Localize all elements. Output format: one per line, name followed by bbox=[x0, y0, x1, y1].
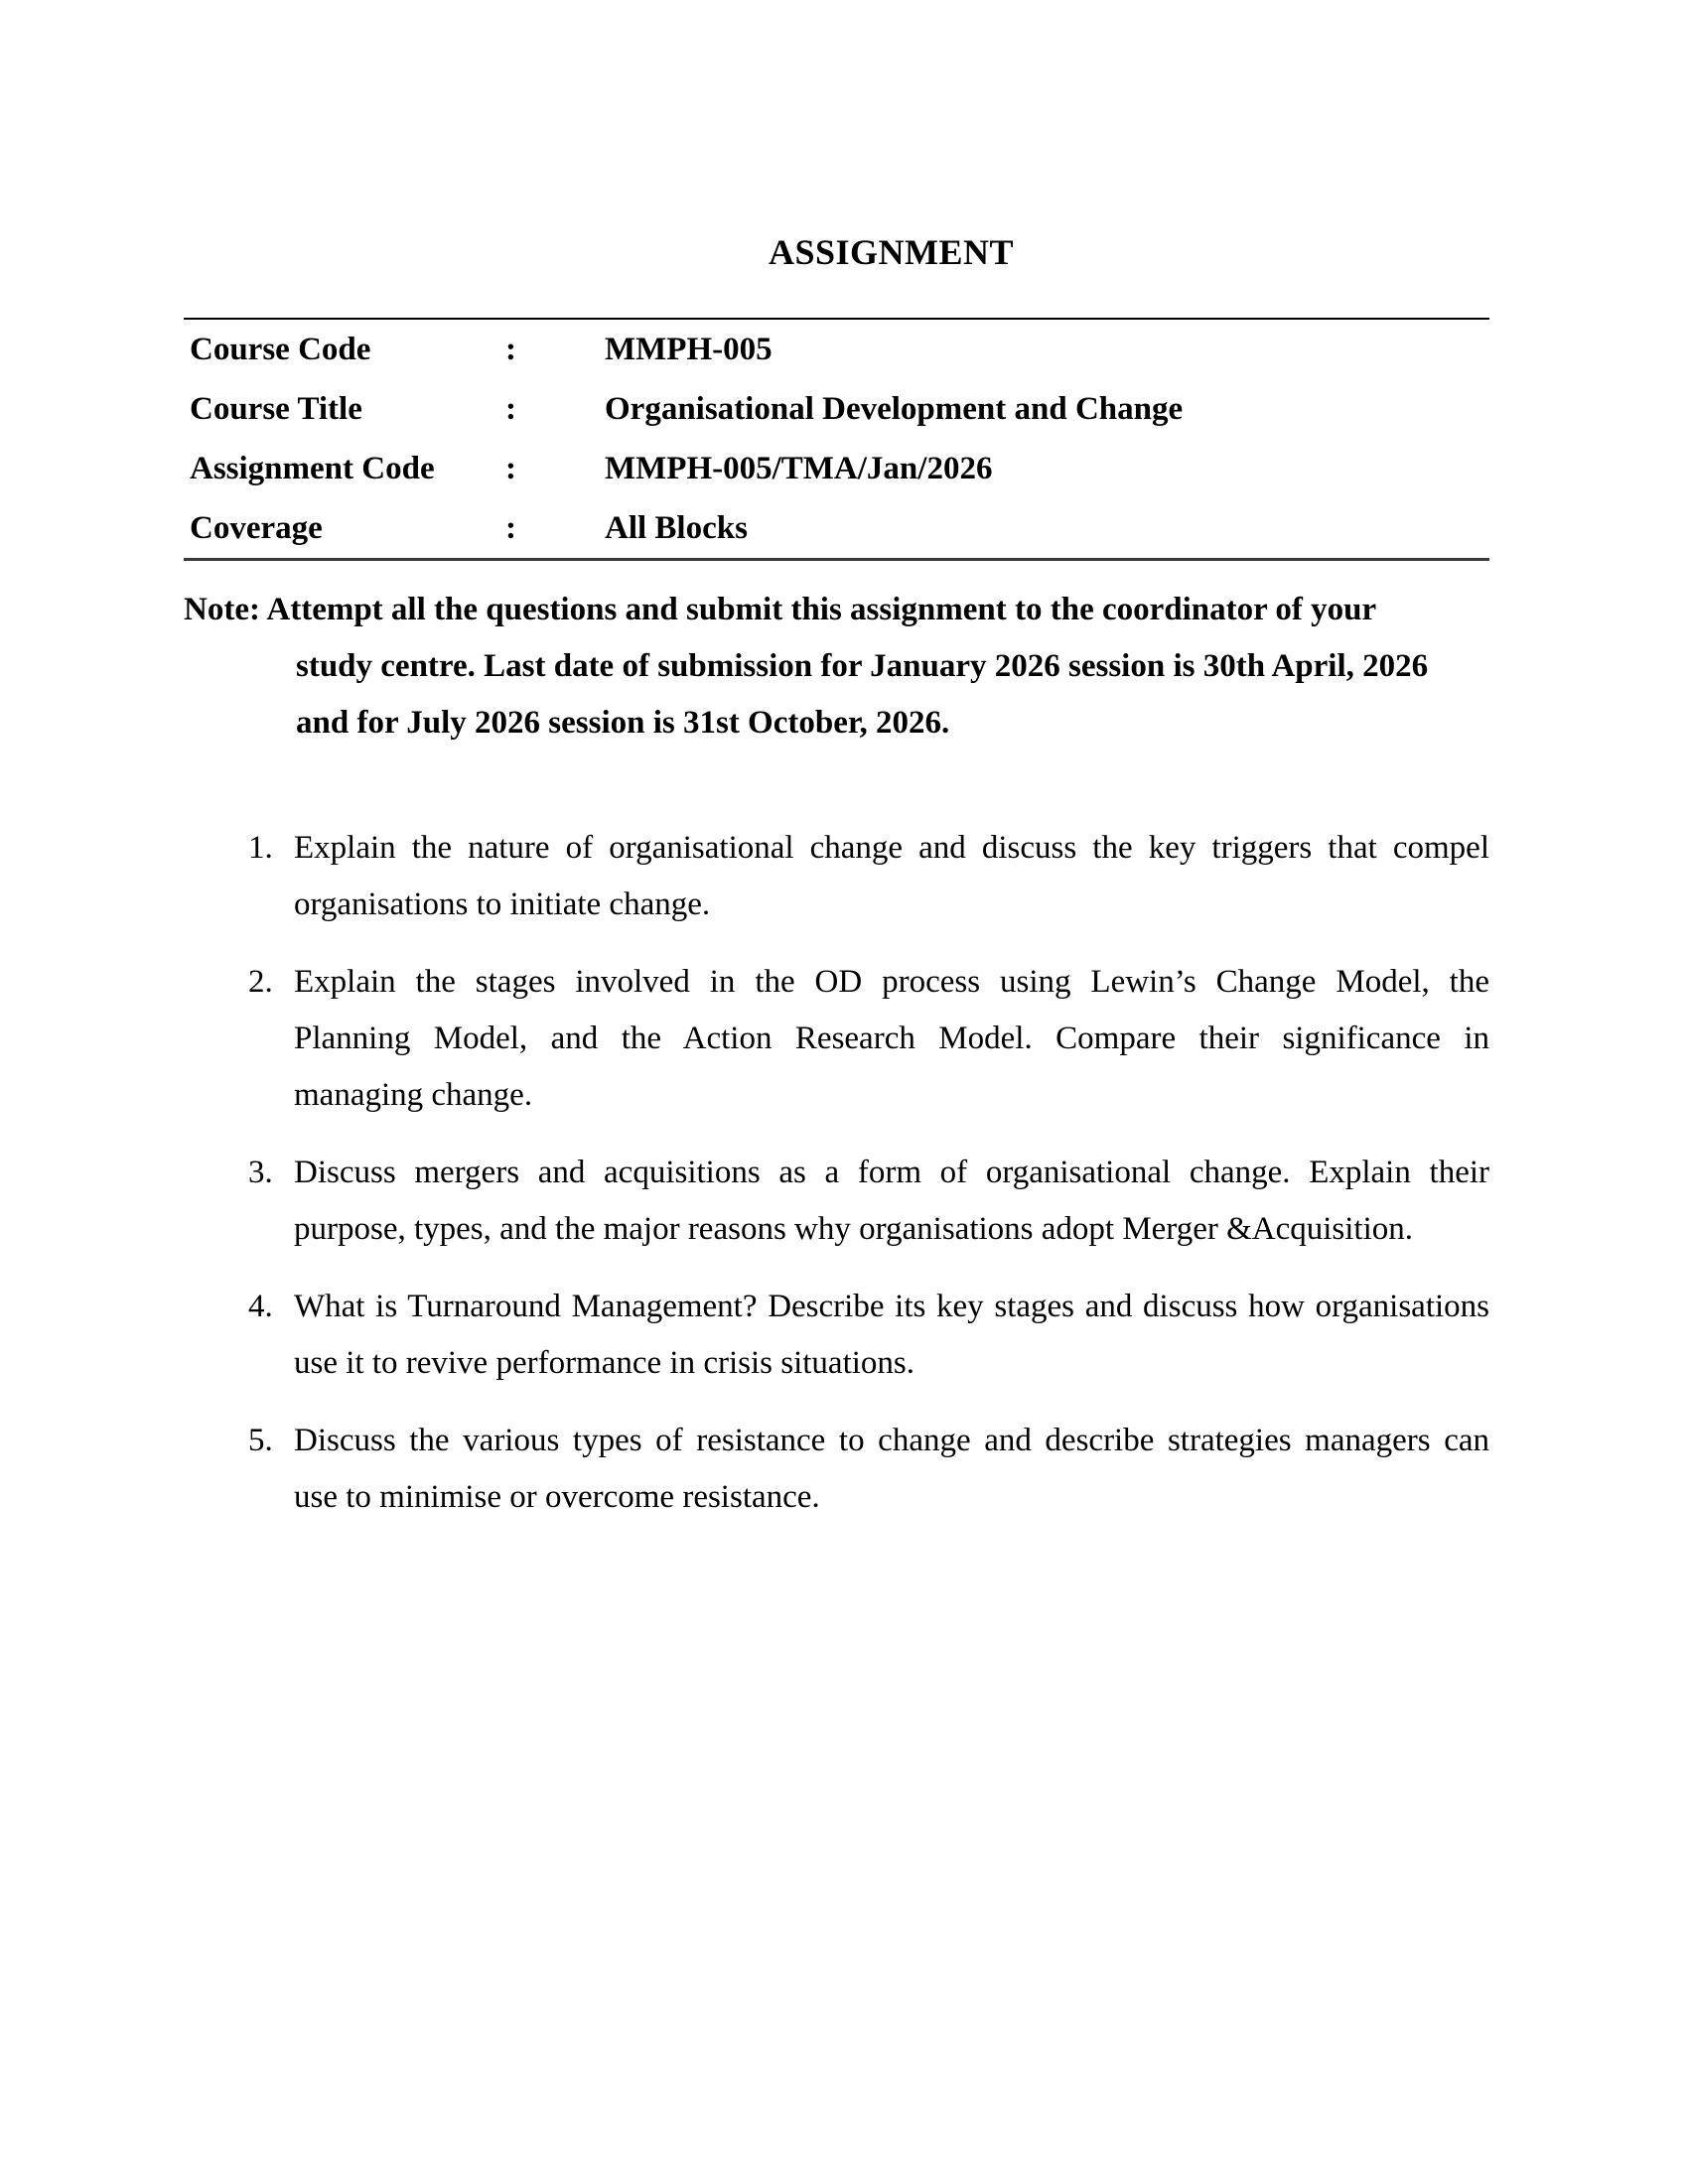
question-number: 1. bbox=[248, 830, 273, 866]
note-line: study centre. Last date of submission for January 2026 session is 30th April, 2026 bbox=[296, 648, 1429, 684]
question-list bbox=[184, 820, 1489, 1526]
course-title-value: Organisational Development and Change bbox=[605, 390, 1184, 427]
course-code-label: Course Code bbox=[190, 331, 371, 367]
question-line: Explain the nature of organisational change and discuss the key triggers that compel bbox=[294, 830, 1489, 866]
question-item-3 bbox=[184, 1145, 1489, 1258]
course-code-row bbox=[184, 320, 1489, 379]
question-line: Discuss the various types of resistance to change and describe strategies managers can bbox=[294, 1423, 1489, 1458]
course-title-separator: : bbox=[505, 390, 516, 427]
assignment-code-value: MMPH-005/TMA/Jan/2026 bbox=[605, 450, 993, 486]
question-text bbox=[294, 954, 1489, 1124]
question-text bbox=[294, 1145, 1489, 1258]
course-code-value: MMPH-005 bbox=[605, 331, 773, 367]
question-line: organisations to initiate change. bbox=[294, 887, 711, 922]
question-number: 4. bbox=[248, 1289, 273, 1324]
question-line: What is Turnaround Management? Describe its key stages and discuss how organisations bbox=[294, 1289, 1489, 1324]
question-text bbox=[294, 820, 1489, 933]
question-line: managing change. bbox=[294, 1077, 533, 1113]
question-text bbox=[294, 1279, 1489, 1392]
course-info-table bbox=[184, 318, 1489, 561]
assignment-code-separator: : bbox=[505, 450, 516, 486]
question-line: use it to revive performance in crisis situations. bbox=[294, 1345, 915, 1381]
note-paragraph bbox=[184, 582, 1489, 751]
question-item-5 bbox=[184, 1413, 1489, 1526]
question-number: 2. bbox=[248, 964, 273, 1000]
note-line: and for July 2026 session is 31st October, 2026. bbox=[296, 705, 950, 741]
coverage-label: Coverage bbox=[190, 509, 323, 546]
course-title-label: Course Title bbox=[190, 390, 362, 427]
question-line: use to minimise or overcome resistance. bbox=[294, 1479, 820, 1515]
question-item-4 bbox=[184, 1279, 1489, 1392]
coverage-value: All Blocks bbox=[605, 509, 748, 546]
coverage-row bbox=[184, 498, 1489, 558]
note-line: Note: Attempt all the questions and submit this assignment to the coordinator of your bbox=[184, 592, 1377, 627]
course-code-separator: : bbox=[505, 331, 516, 367]
question-line: Planning Model, and the Action Research Model. Compare their significance in bbox=[294, 1021, 1489, 1056]
question-number: 5. bbox=[248, 1423, 273, 1458]
document-page bbox=[184, 0, 1489, 1547]
page-title: ASSIGNMENT bbox=[768, 232, 1015, 272]
assignment-code-label: Assignment Code bbox=[190, 450, 435, 486]
question-line: Discuss mergers and acquisitions as a form of organisational change. Explain their bbox=[294, 1155, 1489, 1190]
question-number: 3. bbox=[248, 1155, 273, 1190]
assignment-code-row bbox=[184, 439, 1489, 498]
question-line: Explain the stages involved in the OD process using Lewin’s Change Model, the bbox=[294, 964, 1489, 1000]
question-text bbox=[294, 1413, 1489, 1526]
question-line: purpose, types, and the major reasons why organisations adopt Merger &Acquisition. bbox=[294, 1211, 1413, 1247]
course-title-row bbox=[184, 379, 1489, 439]
coverage-separator: : bbox=[505, 509, 516, 546]
question-item-1 bbox=[184, 820, 1489, 933]
question-item-2 bbox=[184, 954, 1489, 1124]
